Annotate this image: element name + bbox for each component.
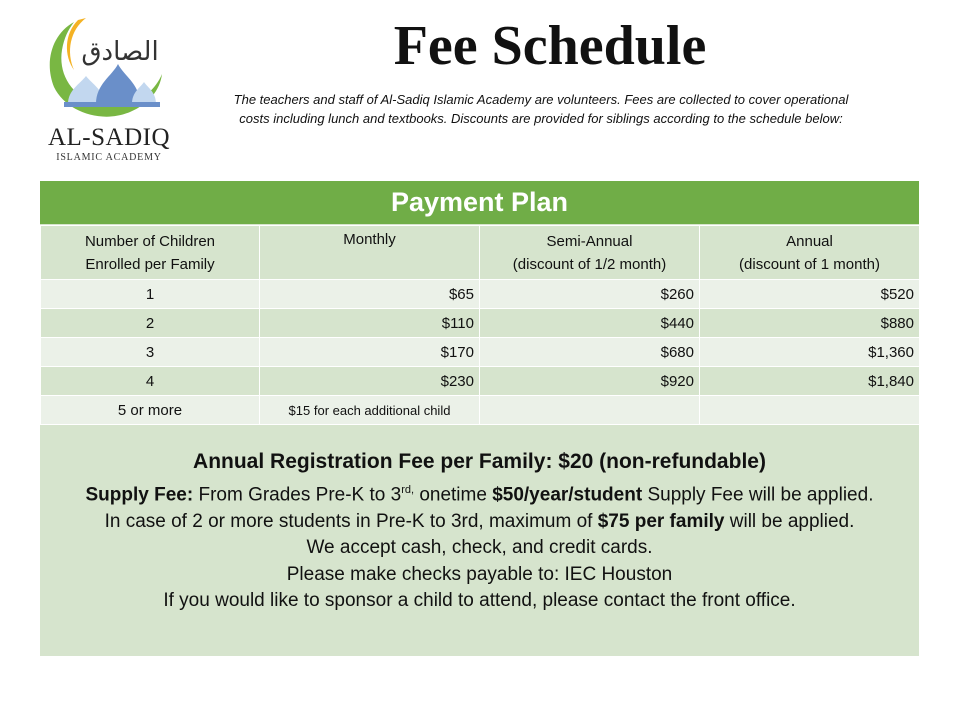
logo-emblem-icon (34, 12, 184, 127)
column-header-line: Annual (786, 232, 833, 250)
column-header-row (41, 226, 920, 280)
logo-name: AL-SADIQ (47, 124, 171, 151)
cell-annual: $880 (700, 309, 920, 338)
column-header-line: Number of Children (84, 232, 216, 250)
cell-semi-annual (480, 396, 700, 425)
cell-semi-annual: $440 (480, 309, 700, 338)
cell-annual: $1,360 (700, 338, 920, 367)
intro-line-2: costs including lunch and textbooks. Discounts are provided for siblings according to the schedule below: (239, 111, 843, 126)
payment-methods: We accept cash, check, and credit cards. (306, 537, 653, 559)
supply-fee-text: Supply Fee will be applied. (642, 484, 874, 506)
checks-payable: Please make checks payable to: IEC Houston (286, 563, 673, 585)
cell-children: 2 (41, 309, 260, 338)
multi-student-line (40, 509, 919, 536)
cell-annual (700, 396, 920, 425)
table-row (41, 338, 920, 367)
supply-fee-label: Supply Fee: (85, 484, 194, 506)
supply-fee-text: From Grades Pre-K to 3 (193, 484, 402, 506)
page-title: Fee Schedule (393, 15, 707, 77)
logo-arabic-text: الصادق (81, 37, 159, 67)
column-header-line: (discount of 1 month) (739, 255, 880, 273)
column-header-line: Enrolled per Family (85, 255, 215, 273)
column-header-line: Semi-Annual (546, 232, 633, 250)
logo-subtitle: ISLAMIC ACADEMY (56, 152, 162, 163)
supply-fee-superscript: rd, (401, 484, 415, 496)
table-row (41, 309, 920, 338)
cell-children: 5 or more (41, 396, 260, 425)
column-header-semi-annual (480, 226, 700, 280)
cell-monthly: $65 (260, 280, 480, 309)
cell-children: 3 (41, 338, 260, 367)
supply-fee-line (40, 477, 919, 509)
cell-semi-annual: $680 (480, 338, 700, 367)
column-header-children (41, 226, 260, 280)
payment-plan-header: Payment Plan (40, 181, 919, 224)
cell-children: 1 (41, 280, 260, 309)
cell-monthly: $230 (260, 367, 480, 396)
intro-line-1: The teachers and staff of Al-Sadiq Islamic Academy are volunteers. Fees are collected to cover operational (233, 92, 849, 107)
cell-annual: $520 (700, 280, 920, 309)
payment-plan-table (40, 181, 919, 656)
cell-semi-annual: $920 (480, 367, 700, 396)
column-header-line: (discount of 1/2 month) (512, 255, 667, 273)
cell-monthly: $170 (260, 338, 480, 367)
payment-grid (40, 225, 920, 425)
cell-monthly: $110 (260, 309, 480, 338)
academy-logo (34, 12, 184, 163)
multi-student-text: will be applied. (724, 510, 855, 532)
cell-annual: $1,840 (700, 367, 920, 396)
intro-text (188, 90, 894, 128)
column-header-monthly (260, 226, 480, 280)
sponsor-note: If you would like to sponsor a child to attend, please contact the front office. (163, 590, 796, 612)
table-row (41, 396, 920, 425)
supply-fee-text: onetime (414, 484, 493, 506)
fee-info-section (40, 447, 919, 615)
registration-fee: Annual Registration Fee per Family: $20 (non-refundable) (193, 450, 766, 473)
cell-semi-annual: $260 (480, 280, 700, 309)
multi-student-amount: $75 per family (597, 510, 725, 532)
table-row (41, 280, 920, 309)
column-header-annual (700, 226, 920, 280)
cell-children: 4 (41, 367, 260, 396)
column-header-line: Monthly (343, 231, 396, 248)
multi-student-text: In case of 2 or more students in Pre-K to 3rd, maximum of (104, 510, 598, 532)
table-row (41, 367, 920, 396)
cell-monthly: $15 for each additional child (260, 396, 480, 425)
supply-fee-amount: $50/year/student (492, 484, 643, 506)
